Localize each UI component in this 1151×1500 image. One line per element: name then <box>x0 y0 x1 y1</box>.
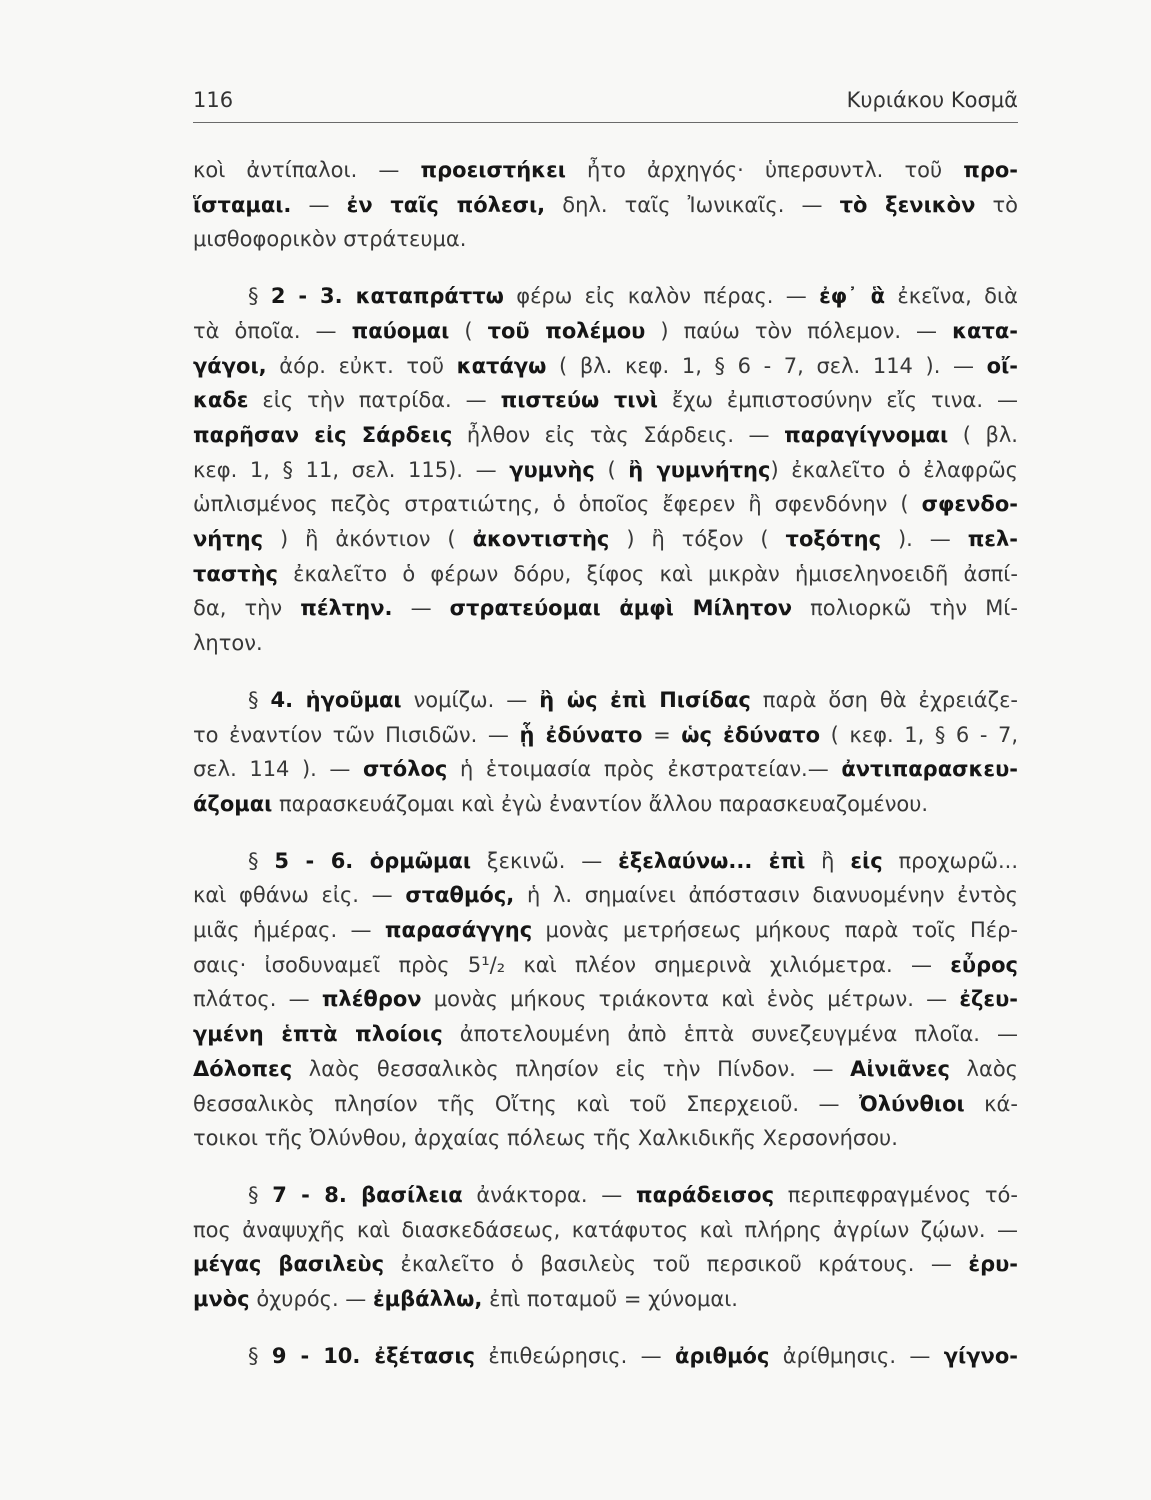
gloss-text: θεσσαλικὸς πλησίον τῆς Οἴτης καὶ τοῦ Σπερχειοῦ. — <box>193 1091 859 1116</box>
text-line <box>193 1282 1018 1317</box>
gloss-text: κεφ. 1, § 11, σελ. 115). — <box>193 457 510 482</box>
headword: γμένη ἑπτὰ πλοίοις <box>193 1022 443 1047</box>
header-rule <box>193 122 1018 123</box>
headword: 5 - 6. ὁρμῶμαι <box>274 848 472 873</box>
gloss-text: ( βλ. κεφ. 1, § 6 - 7, σελ. 114 ). — <box>546 353 987 378</box>
gloss-text: δηλ. ταῖς Ἰωνικαῖς. — <box>545 192 840 217</box>
gloss-text: ἐκαλεῖτο ὁ φέρων δόρυ, ξίφος καὶ μικρὰν ἡμισεληνοειδῆ ἀσπί- <box>277 561 1018 586</box>
text-line <box>193 1052 1018 1087</box>
text-line <box>193 279 1018 314</box>
text-line <box>193 844 1018 879</box>
text-line <box>193 626 1018 661</box>
headword: τοξότης <box>785 527 882 552</box>
headword: Δόλοπες <box>193 1056 293 1081</box>
paragraph <box>193 844 1018 1156</box>
gloss-text: — <box>392 596 450 621</box>
headword: παράδεισος <box>635 1182 775 1207</box>
headword: τοῦ πολέμου <box>487 318 646 343</box>
gloss-text: ἀόρ. εὐκτ. τοῦ <box>266 353 457 378</box>
gloss-text: λαὸς θεσσαλικὸς πλησίον εἰς τὴν Πίνδον. — <box>292 1056 851 1081</box>
headword: πλέθρον <box>321 987 422 1012</box>
gloss-text: ἐπὶ ποταμοῦ = χύνομαι. <box>482 1287 738 1312</box>
gloss-text: παρὰ ὅση θὰ ἐχρειάζε- <box>750 687 1018 712</box>
gloss-text: παρασκευάζομαι καὶ ἐγὼ ἐναντίον ἄλλου παρασκευαζομένου. <box>272 791 929 816</box>
page-body <box>193 153 1018 1374</box>
headword: μνὸς <box>193 1287 250 1312</box>
gloss-text: φέρω εἰς καλὸν πέρας. — <box>503 284 820 309</box>
gloss-text: λητον. <box>193 631 263 656</box>
headword: στόλος <box>363 757 448 782</box>
headword: 7 - 8. βασίλεια <box>272 1182 463 1207</box>
gloss-text: πλάτος. — <box>193 987 322 1012</box>
text-line <box>193 383 1018 418</box>
headword: ταστὴς <box>193 561 278 586</box>
text-line <box>193 153 1018 188</box>
gloss-text: προχωρῶ... <box>882 848 1018 873</box>
gloss-text: ὡπλισμένος πεζὸς στρατιώτης, ὁ ὁποῖος ἔφερεν ἢ σφενδόνην ( <box>193 492 922 517</box>
gloss-text: ) ἢ ἀκόντιον ( <box>263 527 473 552</box>
gloss-text: ) παύω τὸν πόλεμον. — <box>645 318 953 343</box>
gloss-text: ( <box>594 457 629 482</box>
text-line <box>193 1339 1018 1374</box>
headword: μέγας βασιλεὺς <box>193 1252 385 1277</box>
gloss-text: καὶ φθάνω εἰς. — <box>193 883 406 908</box>
headword: Ὀλύνθιοι <box>858 1091 965 1116</box>
text-line <box>193 591 1018 626</box>
headword: ἐμβάλλω, <box>372 1287 483 1312</box>
headword: εἰς <box>850 848 883 873</box>
gloss-text: ἦλθον εἰς τὰς Σάρδεις. — <box>452 422 785 447</box>
headword: ἀκοντιστὴς <box>472 527 610 552</box>
gloss-text: ἐπιθεώρησις. — <box>475 1343 676 1368</box>
headword: ἐφ᾽ ἃ <box>819 284 886 309</box>
headword: προ- <box>963 158 1018 182</box>
headword: καδε <box>193 388 249 413</box>
gloss-text: λαὸς <box>949 1056 1018 1081</box>
headword: παρασάγγης <box>384 918 533 943</box>
gloss-text: ( βλ. <box>948 422 1018 447</box>
headword: γυμνὴς <box>509 457 595 482</box>
gloss-text: εἰς τὴν πατρίδα. — <box>248 388 501 413</box>
text-line <box>193 1017 1018 1052</box>
gloss-text: ). — <box>881 527 968 552</box>
headword: 4. ἡγοῦμαι <box>270 687 402 712</box>
text-line <box>193 453 1018 488</box>
gloss-text: = <box>642 722 682 747</box>
text-line <box>193 982 1018 1017</box>
text-line <box>193 683 1018 718</box>
headword: ὡς ἐδύνατο <box>681 722 821 747</box>
headword: νήτης <box>193 527 264 552</box>
headword: παραγίγνομαι <box>784 422 949 447</box>
headword: 9 - 10. ἐξέτασις <box>271 1343 475 1368</box>
headword: Αἰνιᾶνες <box>850 1056 950 1081</box>
headword: στρατεύομαι ἀμφὶ Μίλητον <box>449 596 793 621</box>
gloss-text: μιᾶς ἡμέρας. — <box>193 918 385 943</box>
text-line <box>193 1178 1018 1213</box>
gloss-text: δα, τὴν <box>193 596 301 621</box>
text-line <box>193 1247 1018 1282</box>
paragraph <box>193 683 1018 822</box>
text-line <box>193 948 1018 983</box>
page-number: 116 <box>193 88 234 112</box>
text-line <box>193 1087 1018 1122</box>
paragraph <box>193 279 1018 661</box>
headword: εὖρος <box>950 952 1018 977</box>
gloss-text: ἐκαλεῖτο ὁ βασιλεὺς τοῦ περσικοῦ κράτους. — <box>384 1252 969 1277</box>
gloss-text: σελ. 114 ). — <box>193 757 364 782</box>
gloss-text: § <box>248 1182 273 1207</box>
gloss-text: ἐκεῖνα, διὰ <box>885 284 1018 309</box>
gloss-text: πος ἀναψυχῆς καὶ διασκεδάσεως, κατάφυτος καὶ πλήρης ἀγρίων ζῴων. — <box>193 1217 1018 1242</box>
gloss-text: μονὰς μήκους τριάκοντα καὶ ἑνὸς μέτρων. — <box>421 987 960 1012</box>
gloss-text: ἡ ἑτοιμασία πρὸς ἐκστρατείαν.— <box>447 757 842 782</box>
headword: ἐν ταῖς πόλεσι, <box>346 192 546 217</box>
gloss-text: ὀχυρός. — <box>249 1287 373 1312</box>
headword: 2 - 3. καταπράττω <box>270 284 504 309</box>
gloss-text: ξεκινῶ. — <box>471 848 619 873</box>
text-line <box>193 418 1018 453</box>
gloss-text: μισθοφορικὸν στράτευμα. <box>193 227 467 252</box>
gloss-text: — <box>291 192 347 217</box>
text-line <box>193 487 1018 522</box>
text-line <box>193 878 1018 913</box>
gloss-text: § <box>248 687 271 712</box>
headword: ἐξελαύνω... ἐπὶ <box>618 848 806 873</box>
gloss-text: κά- <box>964 1091 1018 1116</box>
text-line <box>193 188 1018 223</box>
text-line <box>193 1213 1018 1248</box>
gloss-text: τὰ ὁποῖα. — <box>193 318 352 343</box>
headword: ἐζευ- <box>959 987 1018 1012</box>
headword: παύομαι <box>351 318 450 343</box>
gloss-text: ( κεφ. 1, § 6 - 7, <box>820 722 1018 747</box>
text-line <box>193 1121 1018 1156</box>
gloss-text: ἢ <box>805 848 851 873</box>
gloss-text: ἀνάκτορα. — <box>462 1182 636 1207</box>
headword: σφενδο- <box>921 492 1018 517</box>
gloss-text: τὸ <box>975 192 1018 217</box>
text-line <box>193 787 1018 822</box>
headword: ἐρυ- <box>968 1252 1018 1277</box>
headword: κατα- <box>952 318 1018 343</box>
gloss-text: κοὶ ἀντίπαλοι. — <box>193 158 421 182</box>
headword: τὸ ξενικὸν <box>839 192 976 217</box>
headword: ἀριθμός <box>675 1343 770 1368</box>
gloss-text: § <box>248 1343 272 1368</box>
headword: παρῆσαν εἰς Σάρδεις <box>193 422 453 447</box>
gloss-text: ) ἐκαλεῖτο ὁ ἐλαφρῶς <box>770 457 1018 482</box>
gloss-text: ἀποτελουμένη ἀπὸ ἑπτὰ συνεζευγμένα πλοῖα. — <box>442 1022 1018 1047</box>
running-title: Κυριάκου Κοσμᾶ <box>846 88 1018 112</box>
text-line <box>193 349 1018 384</box>
headword: οἴ- <box>986 353 1018 378</box>
paragraph <box>193 1178 1018 1317</box>
headword: πιστεύω τινὶ <box>500 388 658 413</box>
text-line <box>193 222 1018 257</box>
headword: ᾗ ἐδύνατο <box>519 722 643 747</box>
gloss-text: ) ἢ τόξον ( <box>609 527 786 552</box>
headword: σταθμός, <box>405 883 515 908</box>
gloss-text: ( <box>449 318 488 343</box>
headword: ἢ γυμνήτης <box>628 457 771 482</box>
headword: γίγνο- <box>943 1343 1018 1368</box>
gloss-text: μονὰς μετρήσεως μήκους παρὰ τοῖς Πέρ- <box>532 918 1018 943</box>
gloss-text: περιπεφραγμένος τό- <box>774 1182 1018 1207</box>
gloss-text: το ἐναντίον τῶν Πισιδῶν. — <box>193 722 520 747</box>
gloss-text: ἡ λ. σημαίνει ἀπόστασιν διανυομένην ἐντὸς <box>514 883 1018 908</box>
paragraph <box>193 153 1018 257</box>
paragraph <box>193 1339 1018 1374</box>
headword: προειστήκει <box>420 158 566 182</box>
gloss-text: ἔχω ἐμπιστοσύνην εἴς τινα. — <box>657 388 1018 413</box>
text-line <box>193 557 1018 592</box>
gloss-text: ἦτο ἀρχηγός· ὑπερσυντλ. τοῦ <box>565 158 964 182</box>
gloss-text: σαις· ἰσοδυναμεῖ πρὸς 5¹/₂ καὶ πλέον σημερινὰ χιλιόμετρα. — <box>193 952 951 977</box>
gloss-text: § <box>248 284 271 309</box>
headword: ἢ ὡς ἐπὶ Πισίδας <box>539 687 751 712</box>
text-line <box>193 718 1018 753</box>
gloss-text: τοικοι τῆς Ὀλύνθου, ἀρχαίας πόλεως τῆς Χαλκιδικῆς Χερσονήσου. <box>193 1126 898 1151</box>
headword: γάγοι, <box>193 353 267 378</box>
headword: κατάγω <box>456 353 547 378</box>
gloss-text: πολιορκῶ τὴν Μί- <box>792 596 1018 621</box>
headword: πέλτην. <box>300 596 393 621</box>
headword: ἀντιπαρασκευ- <box>841 757 1018 782</box>
text-line <box>193 913 1018 948</box>
text-line <box>193 752 1018 787</box>
headword: πελ- <box>967 527 1018 552</box>
text-line <box>193 314 1018 349</box>
gloss-text: ἀρίθμησις. — <box>769 1343 944 1368</box>
text-line <box>193 522 1018 557</box>
headword: άζομαι <box>193 791 273 816</box>
gloss-text: νομίζω. — <box>401 687 540 712</box>
gloss-text: § <box>248 848 275 873</box>
headword: ἵσταμαι. <box>193 192 292 217</box>
